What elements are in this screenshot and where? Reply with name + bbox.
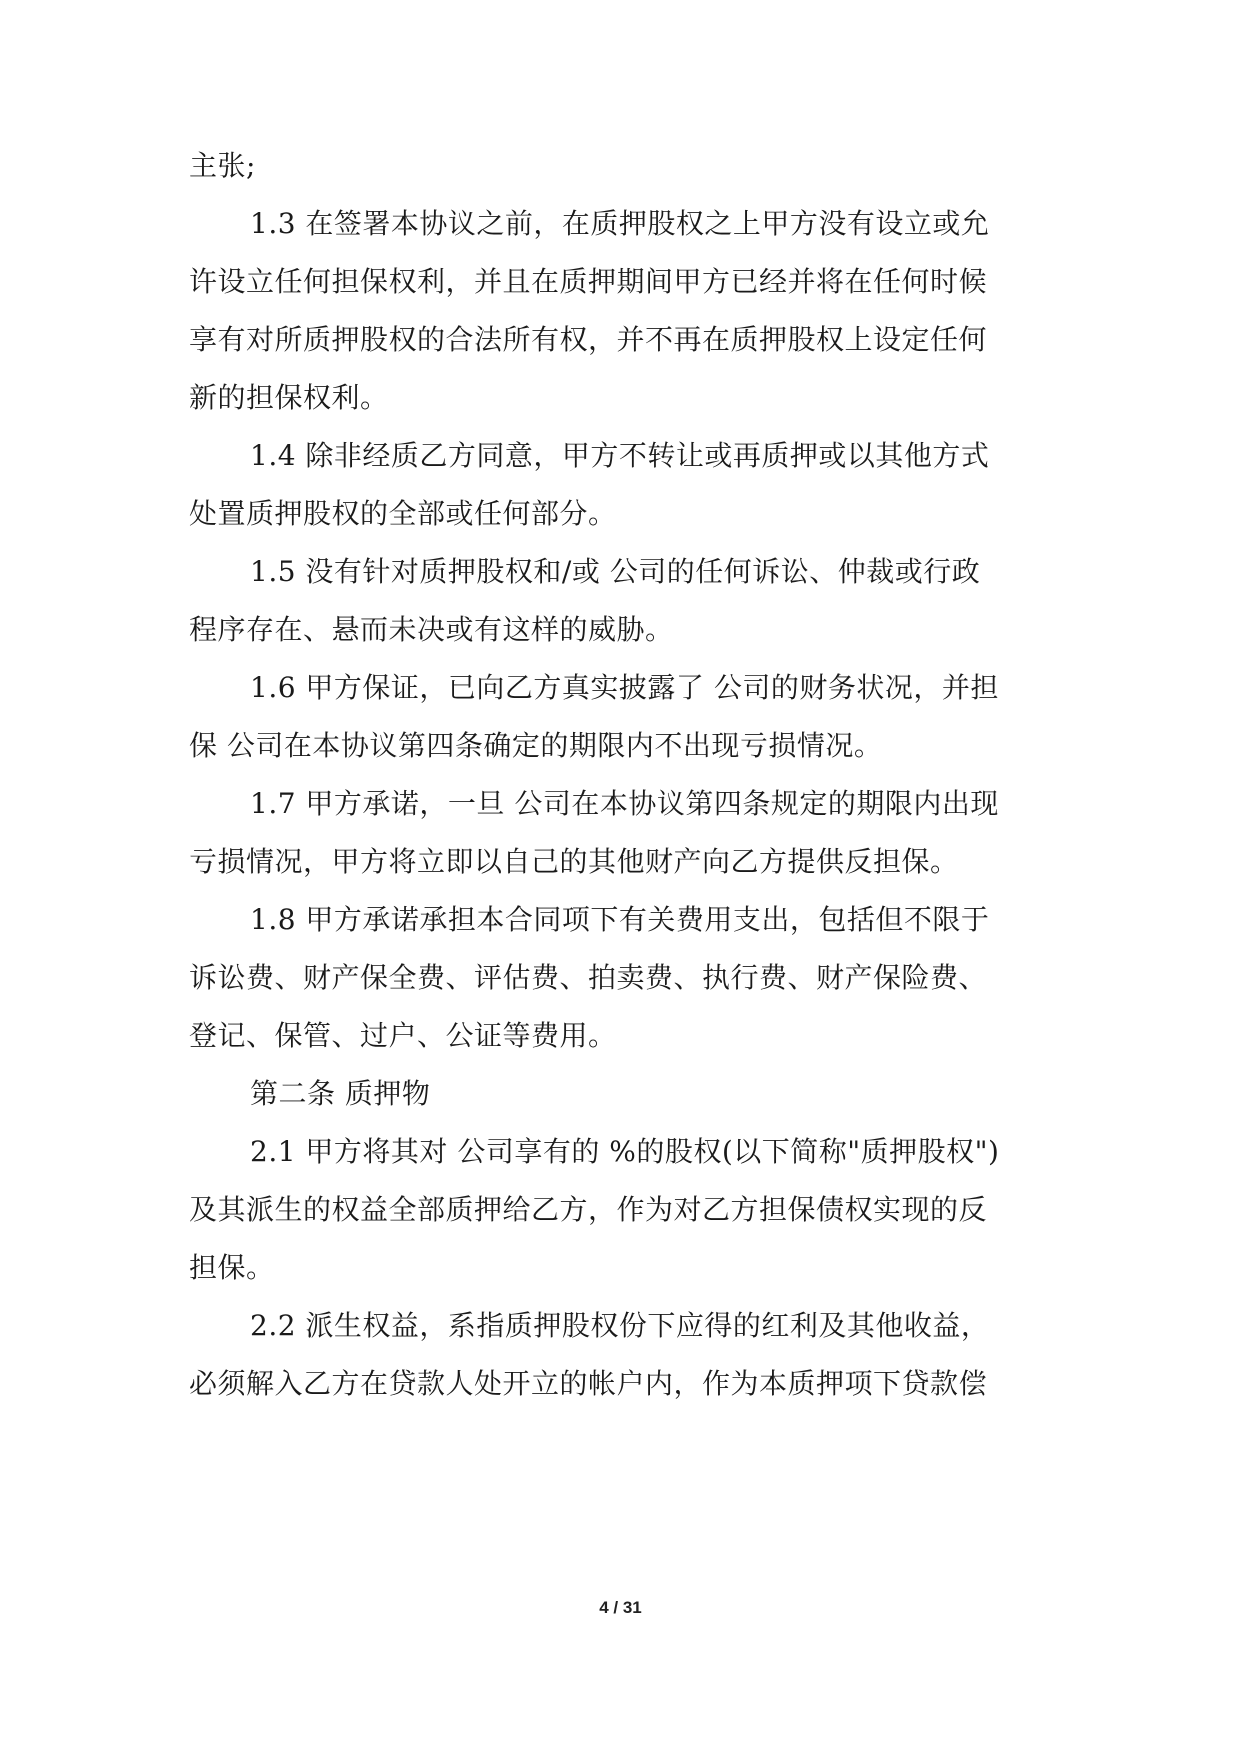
text-line: 1.5 没有针对质押股权和/或 公司的任何诉讼、仲裁或行政 [250,555,981,588]
text-line: 1.7 甲方承诺，一旦 公司在本协议第四条规定的期限内出现 [250,787,999,820]
text-line: 2.2 派生权益，系指质押股权份下应得的红利及其他收益， [250,1309,990,1342]
text-line: 许设立任何担保权利，并且在质押期间甲方已经并将在任何时候 [189,265,988,298]
text-line: 登记、保管、过户、公证等费用。 [189,1019,617,1052]
text-line: 1.8 甲方承诺承担本合同项下有关费用支出，包括但不限于 [250,903,990,936]
text-line: 诉讼费、财产保全费、评估费、拍卖费、执行费、财产保险费、 [189,961,988,994]
text-line: 担保。 [189,1251,275,1284]
text-line: 保 公司在本协议第四条确定的期限内不出现亏损情况。 [189,729,883,762]
text-line: 享有对所质押股权的合法所有权，并不再在质押股权上设定任何 [189,323,988,356]
text-line: 新的担保权利。 [189,381,389,414]
text-line: 程序存在、悬而未决或有这样的威胁。 [189,613,674,646]
section-heading: 第二条 质押物 [250,1077,431,1110]
page-number: 4 / 31 [599,1598,642,1617]
text-line: 处置质押股权的全部或任何部分。 [189,497,617,530]
text-line: 主张; [189,149,256,182]
text-line: 2.1 甲方将其对 公司享有的 %的股权(以下简称"质押股权") [250,1135,1000,1168]
text-line: 1.3 在签署本协议之前，在质押股权之上甲方没有设立或允 [250,207,990,240]
text-line: 亏损情况，甲方将立即以自己的其他财产向乙方提供反担保。 [189,845,959,878]
text-line: 1.4 除非经质乙方同意，甲方不转让或再质押或以其他方式 [250,439,990,472]
text-line: 必须解入乙方在贷款人处开立的帐户内，作为本质押项下贷款偿 [189,1367,988,1400]
text-line: 1.6 甲方保证，已向乙方真实披露了 公司的财务状况，并担 [250,671,999,704]
text-line: 及其派生的权益全部质押给乙方，作为对乙方担保债权实现的反 [189,1193,988,1226]
